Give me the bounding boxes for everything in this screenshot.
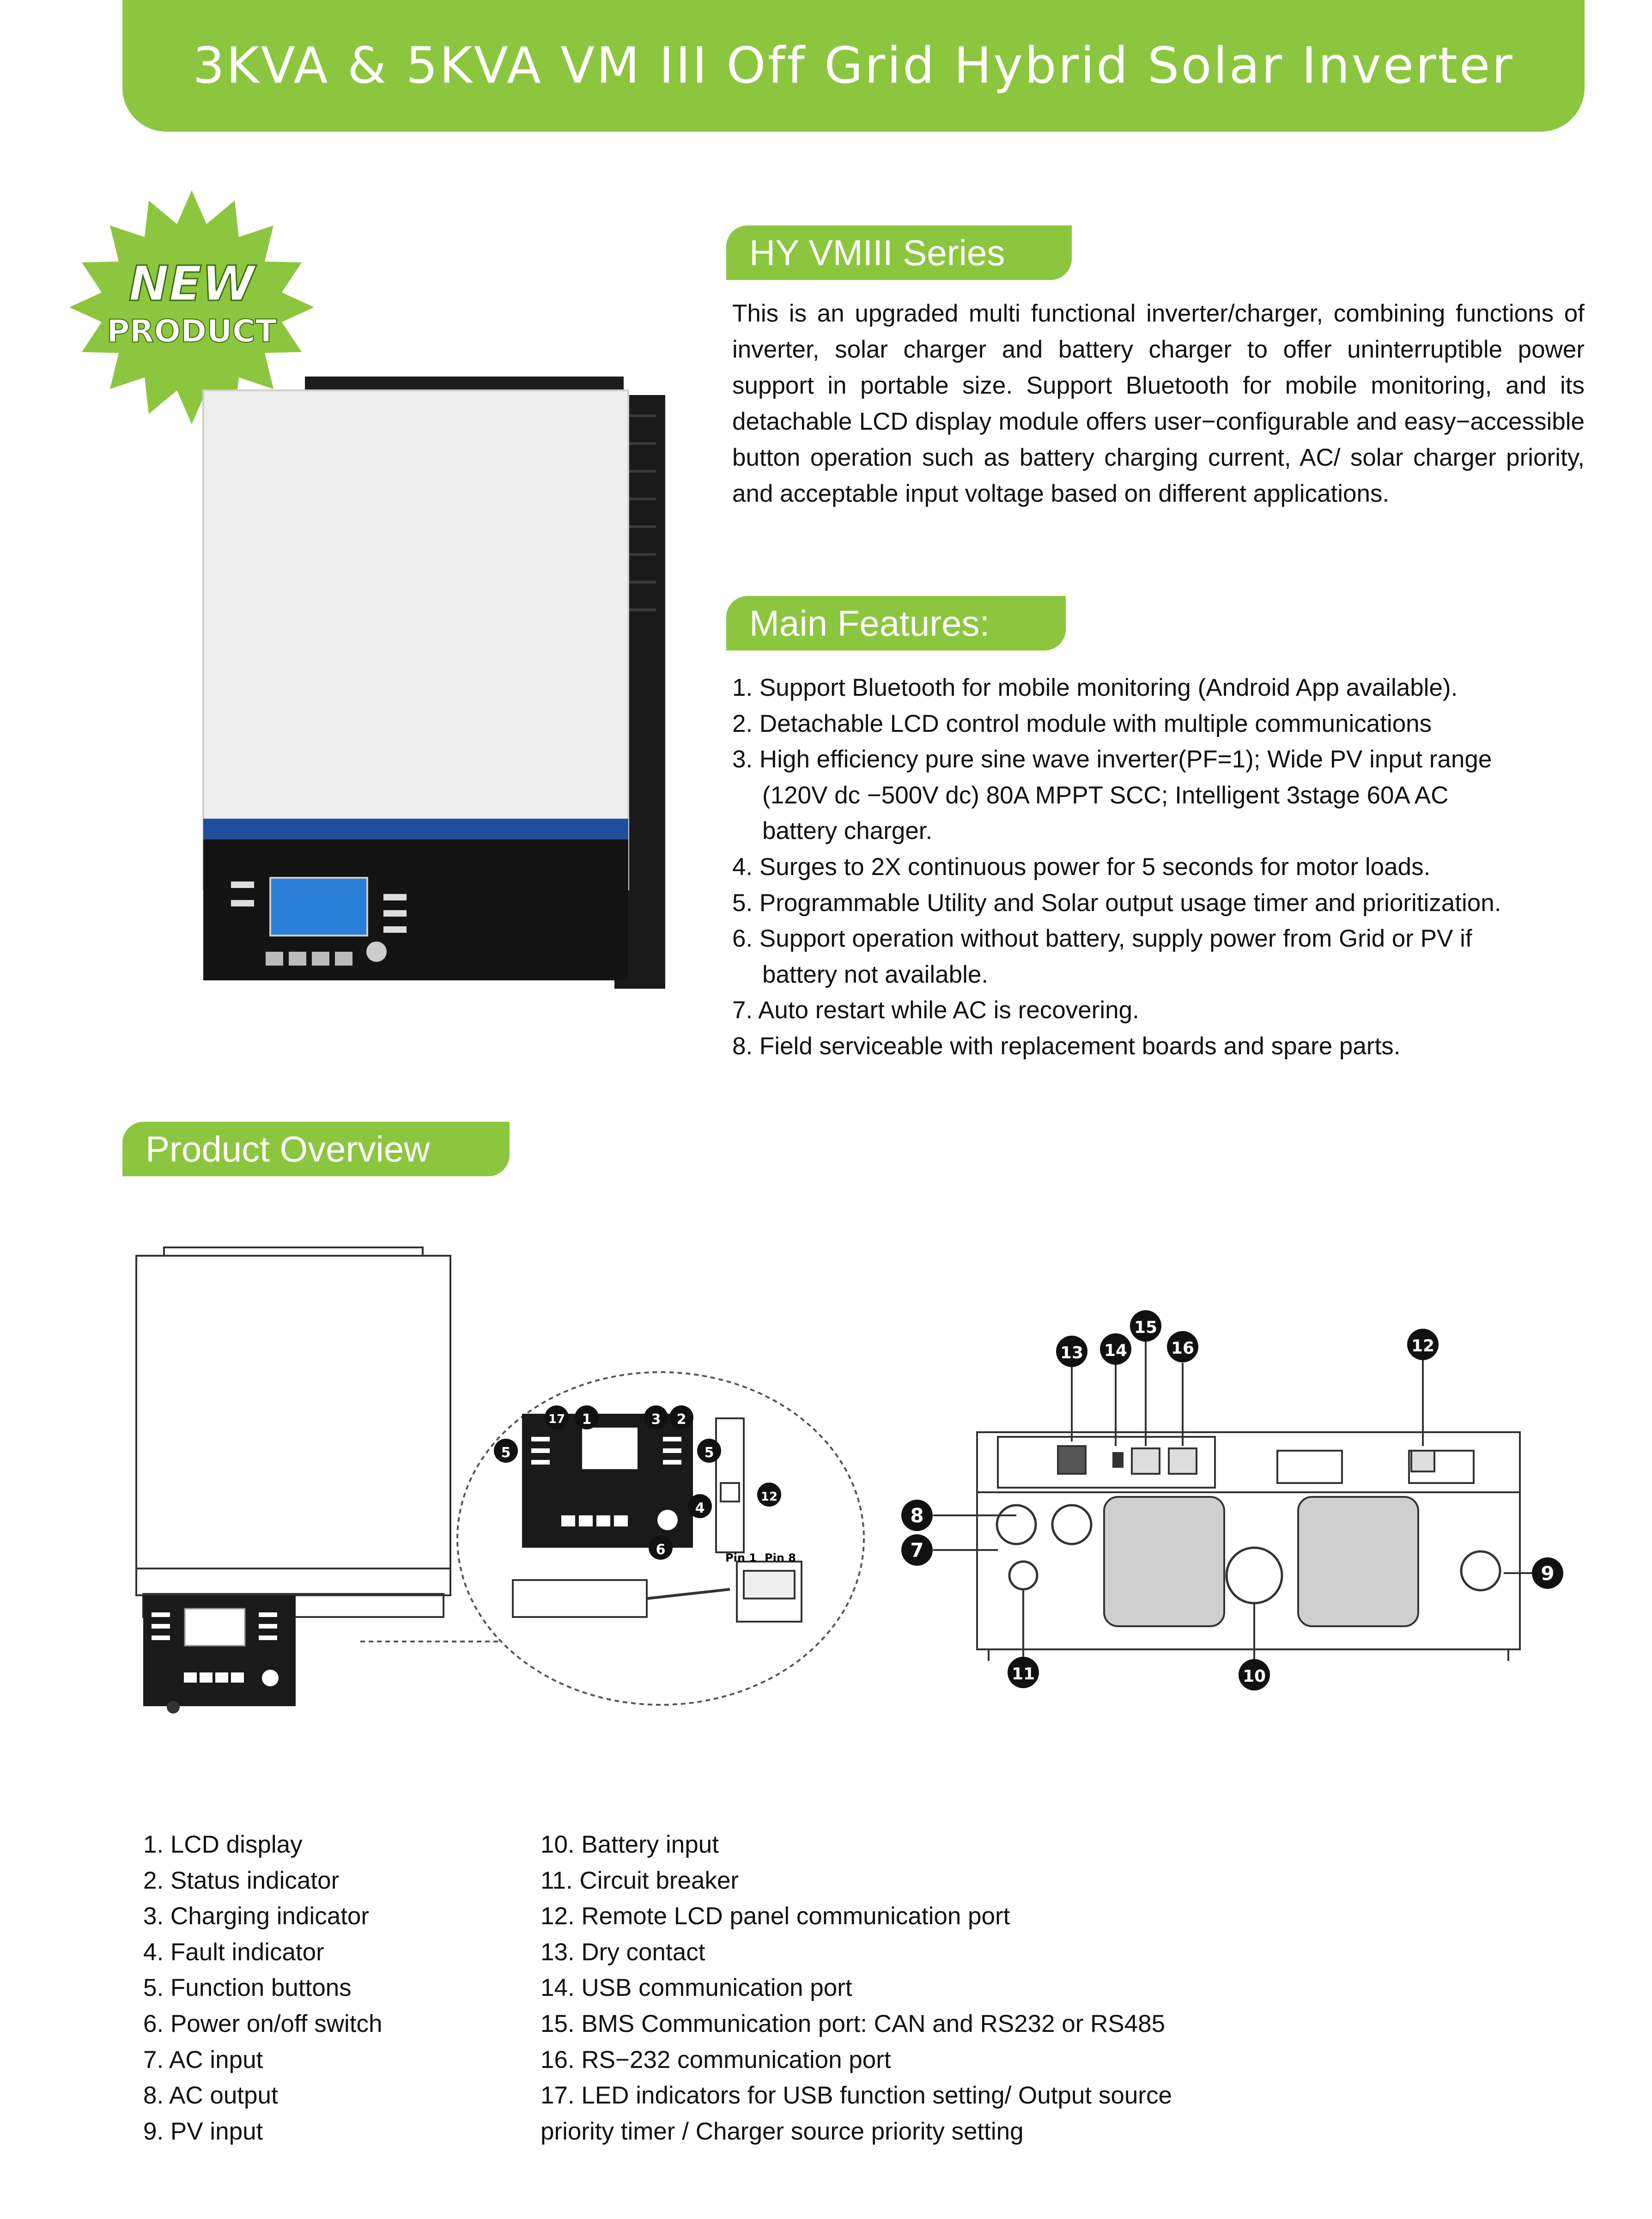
svg-text:8: 8 [910, 1504, 924, 1527]
front-cover [203, 390, 628, 889]
parts-list-item: 4. Fault indicator [143, 1938, 324, 1966]
svg-text:2: 2 [676, 1411, 686, 1428]
parts-list-item: 6. Power on/off switch [143, 2010, 383, 2037]
parts-list-item: 16. RS−232 communication port [541, 2046, 891, 2073]
svg-text:12: 12 [1411, 1337, 1435, 1356]
parts-list-item: 5. Function buttons [143, 1974, 352, 2002]
parts-list-item: 15. BMS Communication port: CAN and RS232 or RS485 [541, 2010, 1166, 2037]
svg-text:3: 3 [651, 1411, 661, 1428]
title-banner [122, 0, 1585, 132]
cooling-fans [1104, 1497, 1418, 1626]
callout-6 [649, 1536, 673, 1560]
power-switch [366, 942, 387, 962]
page-title: 3KVA & 5KVA VM III Off Grid Hybrid Solar Inverter [193, 37, 1514, 95]
parts-list-item: 7. AC input [143, 2046, 263, 2073]
product-overview-diagram [125, 1243, 1580, 1756]
feature-item: 4. Surges to 2X continuous power for 5 seconds for motor loads. [732, 853, 1431, 881]
parts-list-left [143, 1827, 513, 2149]
parts-list-item: 11. Circuit breaker [541, 1866, 739, 1894]
callout-9 [1532, 1557, 1563, 1589]
callout-13 [1056, 1336, 1087, 1367]
svg-text:5: 5 [704, 1445, 714, 1461]
callout-7 [901, 1534, 933, 1566]
parts-list-item: priority timer / Charger source priority setting [541, 2117, 1024, 2145]
parts-list-item: 13. Dry contact [541, 1938, 705, 1966]
feature-item: 2. Detachable LCD control module with multiple communications [732, 710, 1432, 737]
svg-text:14: 14 [1104, 1341, 1128, 1360]
callout-5 [494, 1439, 518, 1463]
feature-item: 1. Support Bluetooth for mobile monitoring (Android App available). [732, 674, 1458, 701]
feature-item-continued: (120V dc −500V dc) 80A MPPT SCC; Intelligent 3stage 60A AC [762, 781, 1449, 809]
callout-16 [1167, 1331, 1198, 1362]
features-heading-pill [726, 596, 1066, 651]
callout-17 [545, 1405, 569, 1429]
feature-item-continued: battery charger. [762, 817, 933, 845]
features-heading: Main Features: [749, 602, 990, 644]
parts-list-item: 8. AC output [143, 2082, 278, 2110]
svg-text:11: 11 [1011, 1665, 1035, 1684]
svg-text:4: 4 [695, 1500, 705, 1516]
callout-10 [1239, 1659, 1270, 1690]
callout-8 [901, 1500, 933, 1531]
svg-text:13: 13 [1060, 1344, 1084, 1362]
parts-list-right [541, 1827, 1464, 2149]
callout-15 [1130, 1310, 1161, 1342]
callout-4 [688, 1494, 712, 1518]
feature-item: 5. Programmable Utility and Solar output usage timer and prioritization. [732, 889, 1501, 917]
series-heading-pill [726, 225, 1072, 280]
callout-3 [644, 1405, 668, 1429]
parts-list-item: 2. Status indicator [143, 1866, 340, 1894]
feature-item: 8. Field serviceable with replacement boards and spare parts. [732, 1032, 1401, 1060]
svg-text:5: 5 [501, 1445, 511, 1461]
feature-item: 6. Support operation without battery, supply power from Grid or PV if [732, 925, 1472, 953]
front-panel [143, 1595, 296, 1714]
lcd-screen [270, 878, 367, 936]
feature-item: 7. Auto restart while AC is recovering. [732, 997, 1139, 1024]
parts-list-item: 3. Charging indicator [143, 1903, 370, 1930]
features-list [732, 670, 1610, 1064]
svg-text:6: 6 [656, 1542, 666, 1558]
rear-connectors [997, 1505, 1500, 1603]
pin-label: Pin 8 [765, 1551, 796, 1564]
callout-5b [697, 1439, 721, 1463]
feature-item: 3. High efficiency pure sine wave inverter(PF=1); Wide PV input range [732, 746, 1492, 773]
svg-text:7: 7 [910, 1539, 924, 1562]
svg-text:10: 10 [1242, 1667, 1266, 1686]
overview-heading-pill [122, 1122, 510, 1176]
feature-item-continued: battery not available. [762, 961, 989, 988]
parts-list-item: 9. PV input [143, 2117, 263, 2145]
front-view [136, 1247, 450, 1617]
parts-list-item: 17. LED indicators for USB function setting/ Output source [541, 2082, 1172, 2110]
badge-line2: PRODUCT [107, 313, 277, 350]
overview-heading: Product Overview [146, 1128, 430, 1169]
svg-text:15: 15 [1134, 1318, 1158, 1337]
callout-12b [1407, 1329, 1439, 1360]
pin-label: Pin 1 [725, 1551, 757, 1564]
svg-text:9: 9 [1541, 1562, 1555, 1585]
rear-ports [1058, 1446, 1434, 1474]
svg-text:17: 17 [548, 1412, 565, 1426]
callout-11 [1008, 1657, 1039, 1688]
svg-text:12: 12 [760, 1490, 778, 1504]
series-heading: HY VMIII Series [749, 232, 1005, 273]
callout-14 [1100, 1333, 1131, 1365]
badge-line1: NEW [128, 255, 255, 312]
svg-text:1: 1 [582, 1411, 592, 1428]
arrow-line [647, 1589, 730, 1599]
parts-list-item: 1. LCD display [143, 1831, 303, 1858]
series-description: This is an upgraded multi functional inverter/charger, combining functions of inverter, solar charger and battery charger to offer uninterruptible power support in portable size. Support Bluetooth for mobile monitoring, and its detachable LCD display module offers user−configurable and easy−accessible button operation such as battery charging current, AC/ solar charger priority, and acceptable input voltage based on different applications. [732, 300, 1585, 507]
callout-12 [757, 1483, 781, 1507]
top-bracket [305, 377, 624, 390]
parts-list-item: 12. Remote LCD panel communication port [541, 1903, 1010, 1930]
blue-stripe [203, 819, 628, 839]
callout-1 [575, 1405, 599, 1429]
parts-list-item: 10. Battery input [541, 1831, 719, 1858]
inverter-product-image [65, 176, 684, 989]
parts-list-item: 14. USB communication port [541, 1974, 852, 2002]
rear-leaders [933, 1340, 1534, 1661]
callout-2 [669, 1405, 693, 1429]
svg-text:16: 16 [1171, 1339, 1195, 1358]
zoomed-panel [522, 1414, 693, 1548]
